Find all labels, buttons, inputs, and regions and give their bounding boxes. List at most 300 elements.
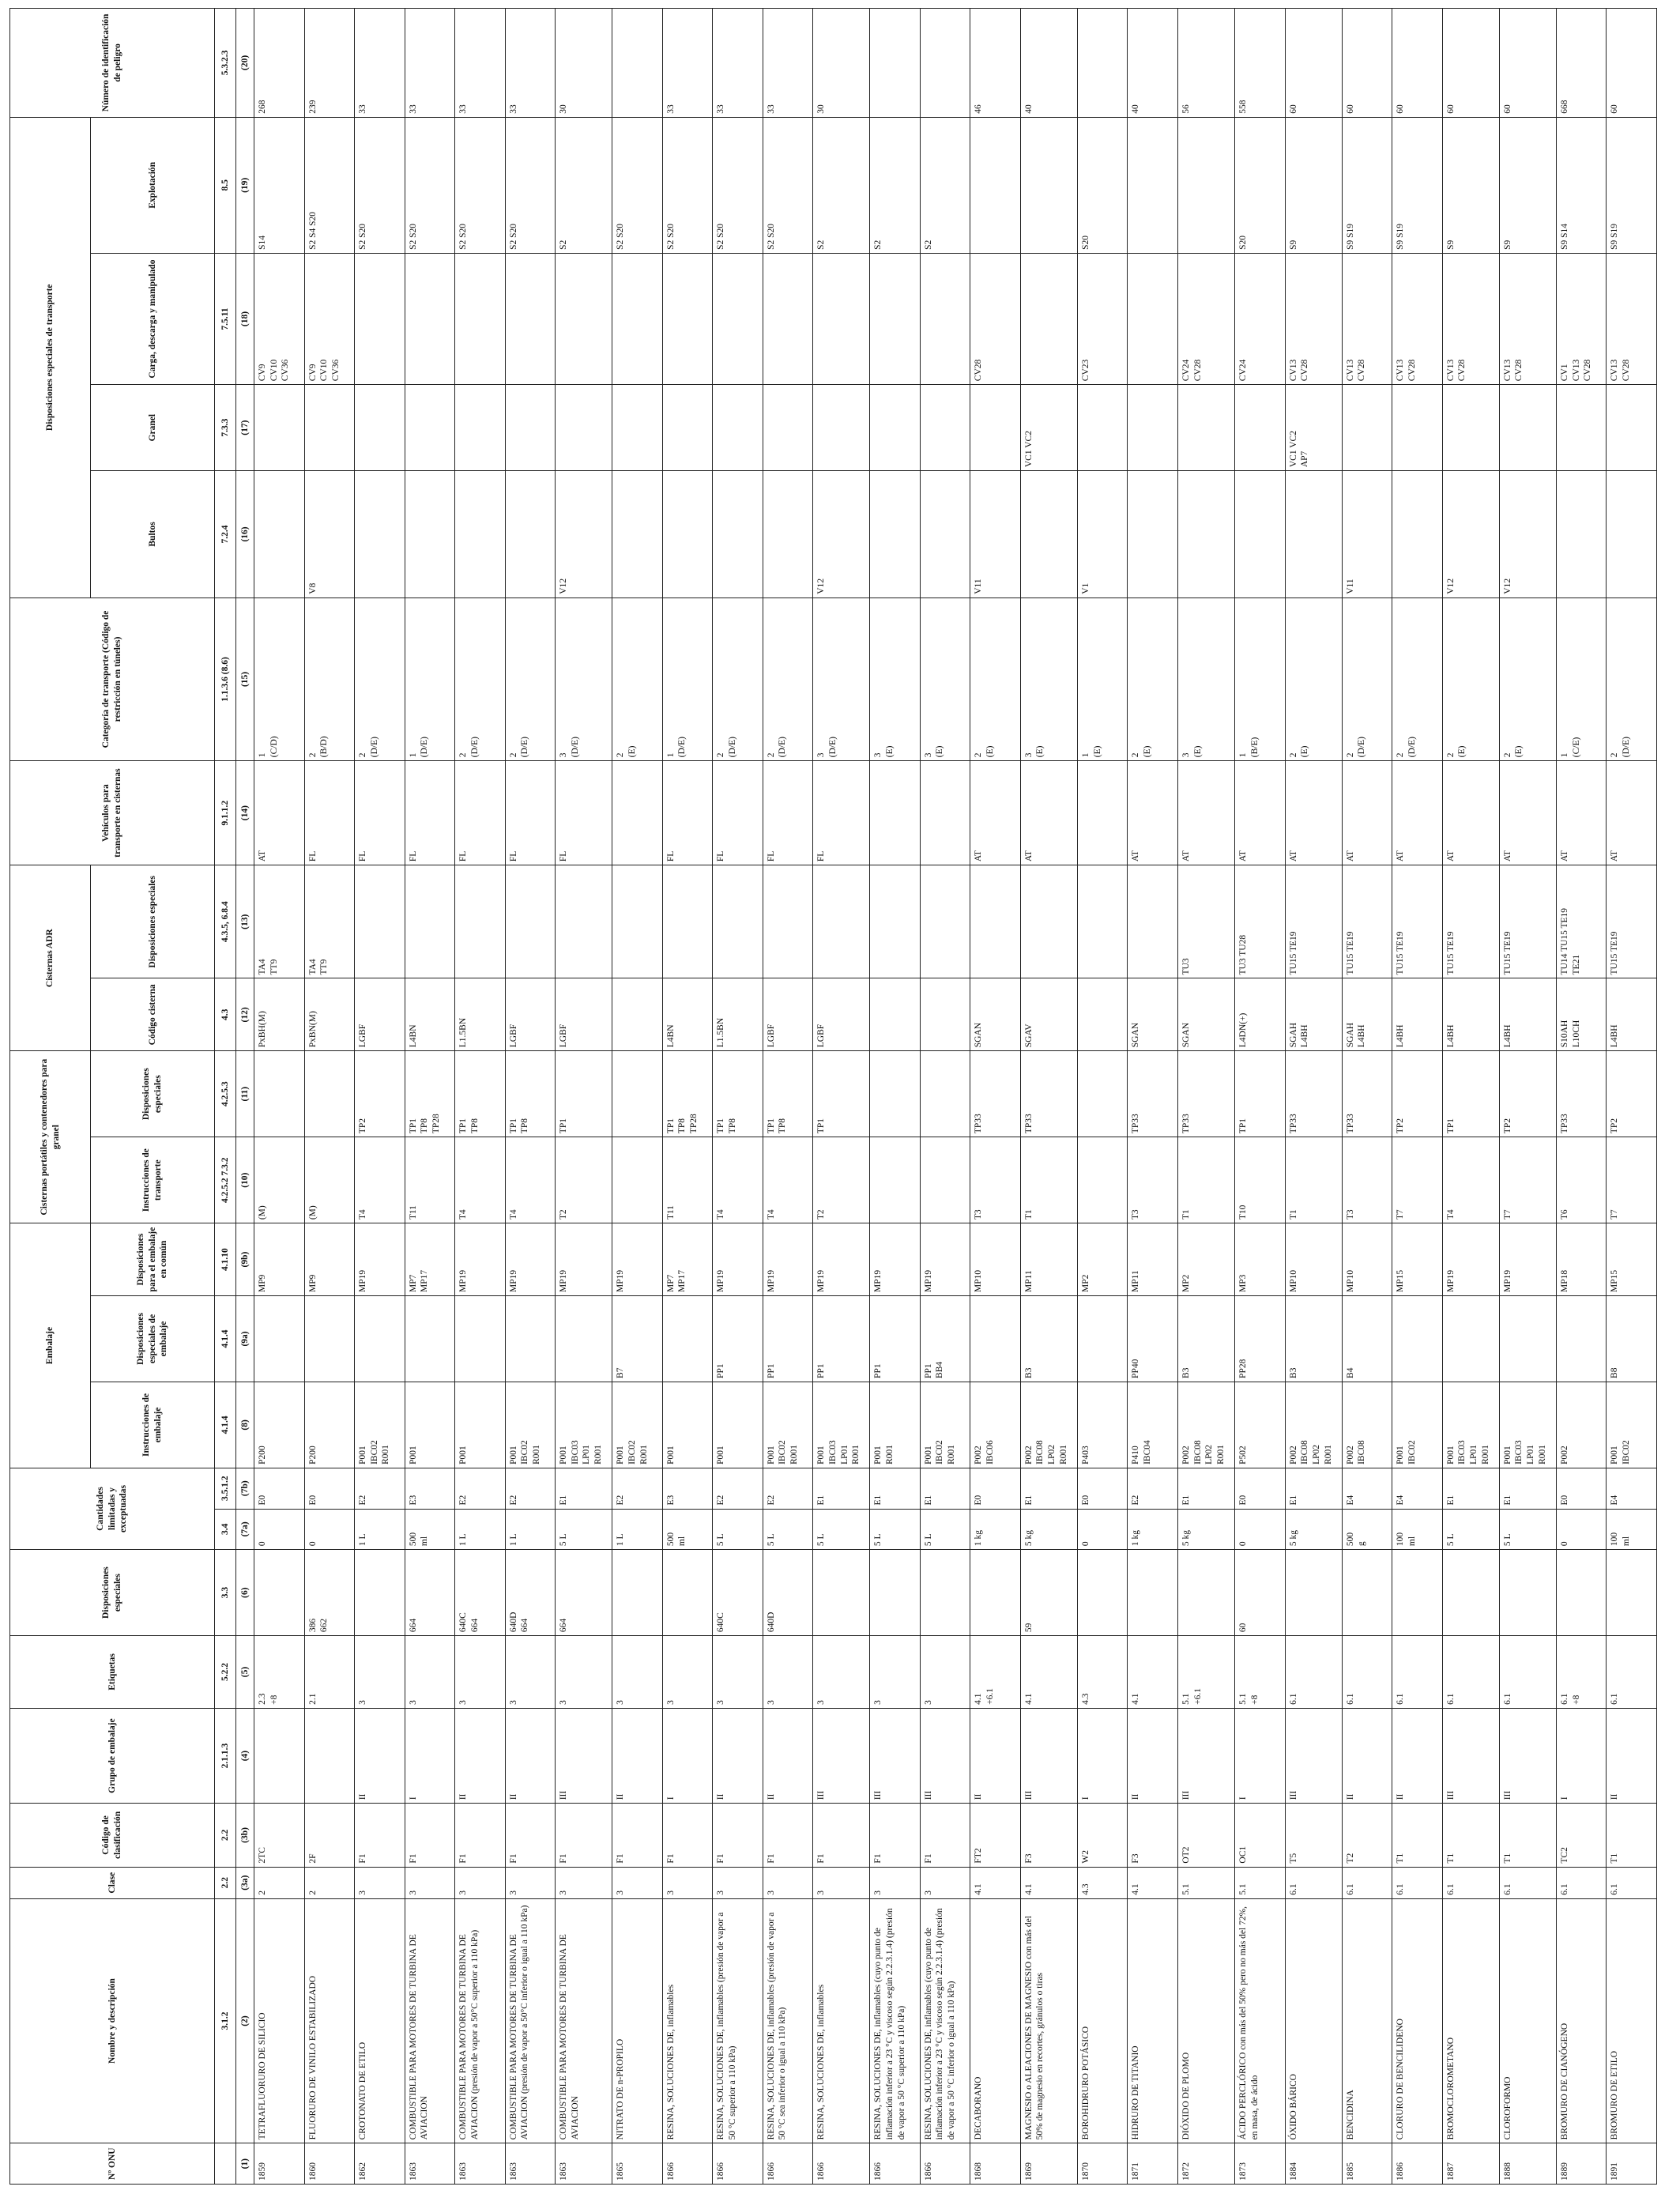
table-cell: III bbox=[920, 1708, 970, 1803]
table-cell bbox=[505, 865, 556, 978]
table-cell: P001 IBC03 LP01 R001 bbox=[1442, 1382, 1499, 1468]
table-cell: PP1 bbox=[713, 1295, 763, 1382]
table-cell: 0 bbox=[304, 1509, 355, 1550]
header-packing-special: Disposiciones especiales de embalaje bbox=[91, 1295, 215, 1382]
table-cell bbox=[920, 978, 970, 1051]
table-row bbox=[355, 9, 405, 2185]
table-cell: T1 bbox=[1607, 1804, 1657, 1867]
table-cell: TU3 TU28 bbox=[1235, 865, 1286, 978]
table-cell: AT bbox=[1499, 761, 1556, 865]
table-cell: P001 IBC02 R001 bbox=[355, 1382, 405, 1468]
table-cell: TP33 bbox=[970, 1051, 1021, 1137]
substance-name-cell: CLOROFORMO bbox=[1499, 1898, 1556, 2143]
substance-name-cell: HIDRURO DE TITANIO bbox=[1128, 1898, 1178, 2143]
table-cell: 5 kg bbox=[1177, 1509, 1234, 1550]
table-cell: 100 ml bbox=[1392, 1509, 1443, 1550]
table-cell bbox=[1499, 385, 1556, 471]
reference-cell: 1.1.3.6 (8.6) bbox=[215, 598, 236, 760]
table-cell: 6.1 bbox=[1342, 1636, 1392, 1709]
un-number-cell: 1866 bbox=[713, 2143, 763, 2185]
table-cell: B4 bbox=[1342, 1295, 1392, 1382]
table-row bbox=[1177, 9, 1234, 2185]
un-number-cell: 1863 bbox=[556, 2143, 612, 2185]
table-cell: P001 IBC03 LP01 R001 bbox=[813, 1382, 870, 1468]
table-cell: T3 bbox=[1128, 1137, 1178, 1223]
table-cell bbox=[713, 471, 763, 598]
table-row bbox=[505, 9, 556, 2185]
table-cell bbox=[713, 385, 763, 471]
table-cell: FL bbox=[662, 761, 713, 865]
table-cell bbox=[612, 1550, 663, 1636]
table-cell: 1 L bbox=[612, 1509, 663, 1550]
table-cell: MP11 bbox=[1020, 1223, 1077, 1296]
table-cell: AT bbox=[1607, 761, 1657, 865]
table-cell: L4BN bbox=[662, 978, 713, 1051]
table-cell bbox=[920, 9, 970, 118]
header-tank-code: Código cisterna bbox=[91, 978, 215, 1051]
table-cell bbox=[920, 1051, 970, 1137]
table-cell bbox=[870, 471, 921, 598]
table-cell: SGAN bbox=[1128, 978, 1178, 1051]
table-cell bbox=[254, 1051, 305, 1137]
substance-name-cell: ÁCIDO PERCLÓRICO con más del 50% pero no más del 72%, en masa, de ácido bbox=[1235, 1898, 1286, 2143]
column-number-cell: (12) bbox=[236, 978, 254, 1051]
table-cell bbox=[870, 761, 921, 865]
table-cell: MP19 bbox=[813, 1223, 870, 1296]
table-cell: 6.1 bbox=[1285, 1867, 1342, 1898]
table-cell bbox=[870, 1137, 921, 1223]
table-cell: S2 bbox=[813, 117, 870, 253]
reference-cell: 7.3.3 bbox=[215, 385, 236, 471]
table-cell: MP7 MP17 bbox=[662, 1223, 713, 1296]
table-cell: CV23 bbox=[1077, 253, 1128, 384]
table-cell: E1 bbox=[1177, 1468, 1234, 1509]
table-cell: F3 bbox=[1128, 1804, 1178, 1867]
table-cell: II bbox=[505, 1708, 556, 1803]
table-cell: AT bbox=[1342, 761, 1392, 865]
table-cell: 5 L bbox=[813, 1509, 870, 1550]
table-cell bbox=[920, 865, 970, 978]
un-number-cell: 1886 bbox=[1392, 2143, 1443, 2185]
un-number-cell: 1866 bbox=[662, 2143, 713, 2185]
table-cell: B7 bbox=[612, 1295, 663, 1382]
un-number-cell: 1865 bbox=[612, 2143, 663, 2185]
column-number-cell: (8) bbox=[236, 1382, 254, 1468]
table-cell bbox=[662, 1295, 713, 1382]
table-cell: 5 kg bbox=[1285, 1509, 1342, 1550]
table-cell: 1 L bbox=[505, 1509, 556, 1550]
table-cell: TP1 bbox=[1442, 1051, 1499, 1137]
substance-name-cell: COMBUSTIBLE PARA MOTORES DE TURBINA DE AVIACION (presión de vapor a 50°C superior a 110 kPa) bbox=[455, 1898, 506, 2143]
column-number-cell: (6) bbox=[236, 1550, 254, 1636]
table-cell: 3 (E) bbox=[1020, 598, 1077, 760]
table-cell: MP10 bbox=[1342, 1223, 1392, 1296]
table-row bbox=[870, 9, 921, 2185]
header-packaging: Embalaje bbox=[10, 1223, 91, 1468]
table-cell: P001 IBC02 bbox=[1607, 1382, 1657, 1468]
table-cell: MP19 bbox=[1442, 1223, 1499, 1296]
substance-name-cell: BROMURO DE CIANÓGENO bbox=[1556, 1898, 1607, 2143]
table-cell: L4BH bbox=[1607, 978, 1657, 1051]
table-cell bbox=[813, 1550, 870, 1636]
table-cell: E2 bbox=[763, 1468, 813, 1509]
substance-name-cell: RESINA, SOLUCIONES DE, inflamables (cuyo punto de inflamación inferior a 23 °C y viscoso según 2.2.3.1.4) (presión de vapor a 50 °C superior a 110 kPa) bbox=[870, 1898, 921, 2143]
column-number-cell: (1) bbox=[236, 2143, 254, 2185]
un-number-cell: 1862 bbox=[355, 2143, 405, 2185]
table-cell bbox=[505, 385, 556, 471]
table-cell: 5.1 +8 bbox=[1235, 1636, 1286, 1709]
table-cell: S2 bbox=[556, 117, 612, 253]
table-cell bbox=[1442, 385, 1499, 471]
table-cell: P002 IBC06 bbox=[970, 1382, 1021, 1468]
table-cell bbox=[1128, 865, 1178, 978]
table-cell: TP1 bbox=[813, 1051, 870, 1137]
table-cell: MP19 bbox=[505, 1223, 556, 1296]
table-cell: SGAV bbox=[1020, 978, 1077, 1051]
table-cell: 3 bbox=[813, 1636, 870, 1709]
table-cell: T6 bbox=[1556, 1137, 1607, 1223]
table-cell bbox=[920, 253, 970, 384]
table-cell: E1 bbox=[1020, 1468, 1077, 1509]
table-cell: E2 bbox=[612, 1468, 663, 1509]
table-cell: 2.1 bbox=[304, 1636, 355, 1709]
table-cell bbox=[355, 385, 405, 471]
table-cell bbox=[1177, 385, 1234, 471]
table-cell: TP1 TP8 bbox=[455, 1051, 506, 1137]
table-cell: E1 bbox=[1499, 1468, 1556, 1509]
substance-name-cell: COMBUSTIBLE PARA MOTORES DE TURBINA DE AVIACION bbox=[556, 1898, 612, 2143]
table-cell: P001 IBC03 LP01 R001 bbox=[1499, 1382, 1556, 1468]
header-class: Clase bbox=[10, 1867, 215, 1898]
table-cell: S2 S20 bbox=[405, 117, 455, 253]
table-cell bbox=[1342, 385, 1392, 471]
table-cell: MP19 bbox=[556, 1223, 612, 1296]
table-cell: TC2 bbox=[1556, 1804, 1607, 1867]
table-cell bbox=[1077, 1295, 1128, 1382]
substance-name-cell: RESINA, SOLUCIONES DE, inflamables bbox=[662, 1898, 713, 2143]
table-cell: MP19 bbox=[763, 1223, 813, 1296]
table-row bbox=[556, 9, 612, 2185]
table-cell: PP28 bbox=[1235, 1295, 1286, 1382]
table-cell bbox=[1128, 471, 1178, 598]
header-un: Nº ONU bbox=[10, 2143, 215, 2185]
table-cell bbox=[970, 117, 1021, 253]
column-number-cell: (11) bbox=[236, 1051, 254, 1137]
table-cell: 2 (D/E) bbox=[1607, 598, 1657, 760]
reference-cell: 5.3.2.3 bbox=[215, 9, 236, 118]
table-cell: II bbox=[1128, 1708, 1178, 1803]
table-cell: MP19 bbox=[713, 1223, 763, 1296]
un-number-cell: 1869 bbox=[1020, 2143, 1077, 2185]
table-cell: 1 L bbox=[355, 1509, 405, 1550]
table-cell: 6.1 bbox=[1285, 1636, 1342, 1709]
substance-name-cell: RESINA, SOLUCIONES DE, inflamables (cuyo punto de inflamación inferior a 23 °C y viscoso según 2.2.3.1.4) (presión de vapor a 50 °C inferior o igual a 110 kPa) bbox=[920, 1898, 970, 2143]
table-cell: 33 bbox=[405, 9, 455, 118]
table-cell: 33 bbox=[662, 9, 713, 118]
table-cell bbox=[612, 253, 663, 384]
table-cell: V12 bbox=[1499, 471, 1556, 598]
table-cell: F1 bbox=[355, 1804, 405, 1867]
table-cell: 3 bbox=[355, 1636, 405, 1709]
table-cell bbox=[920, 1137, 970, 1223]
table-cell: E2 bbox=[505, 1468, 556, 1509]
table-cell bbox=[304, 1295, 355, 1382]
table-cell: 60 bbox=[1285, 9, 1342, 118]
table-cell: FL bbox=[405, 761, 455, 865]
table-cell: 2F bbox=[304, 1804, 355, 1867]
table-cell: 5 L bbox=[1499, 1509, 1556, 1550]
table-cell: II bbox=[763, 1708, 813, 1803]
table-cell bbox=[304, 1708, 355, 1803]
table-cell bbox=[813, 865, 870, 978]
table-cell: L4BH bbox=[1392, 978, 1443, 1051]
table-cell: 56 bbox=[1177, 9, 1234, 118]
table-cell: 4.1 bbox=[1128, 1636, 1178, 1709]
table-cell: 2 (E) bbox=[1128, 598, 1178, 760]
table-cell bbox=[1392, 385, 1443, 471]
table-cell: V1 bbox=[1077, 471, 1128, 598]
table-cell: 640C 664 bbox=[455, 1550, 506, 1636]
table-cell: S9 bbox=[1499, 117, 1556, 253]
table-cell: MP2 bbox=[1077, 1223, 1128, 1296]
table-cell: FL bbox=[713, 761, 763, 865]
reference-cell: 3.5.1.2 bbox=[215, 1468, 236, 1509]
table-cell: TP33 bbox=[1556, 1051, 1607, 1137]
table-cell: 2 (D/E) bbox=[355, 598, 405, 760]
table-cell: AT bbox=[1020, 761, 1077, 865]
table-cell: 4.1 +6.1 bbox=[970, 1636, 1021, 1709]
table-cell: 5 kg bbox=[1020, 1509, 1077, 1550]
table-cell: 3 bbox=[813, 1867, 870, 1898]
table-cell: 3 bbox=[405, 1636, 455, 1709]
table-cell bbox=[813, 253, 870, 384]
table-cell: AT bbox=[1177, 761, 1234, 865]
table-cell: MP18 bbox=[1556, 1223, 1607, 1296]
table-cell bbox=[355, 865, 405, 978]
table-cell: CV13 CV28 bbox=[1607, 253, 1657, 384]
table-cell: 33 bbox=[455, 9, 506, 118]
table-cell: MP11 bbox=[1128, 1223, 1178, 1296]
table-cell: 3 bbox=[455, 1636, 506, 1709]
table-cell: 500 g bbox=[1342, 1509, 1392, 1550]
table-cell: 3 bbox=[920, 1867, 970, 1898]
table-cell bbox=[662, 385, 713, 471]
table-cell: AT bbox=[1128, 761, 1178, 865]
table-cell bbox=[1128, 117, 1178, 253]
table-cell: LGBF bbox=[355, 978, 405, 1051]
table-cell: TU15 TE19 bbox=[1442, 865, 1499, 978]
table-row bbox=[920, 9, 970, 2185]
un-number-cell: 1871 bbox=[1128, 2143, 1178, 2185]
reference-cell: 2.1.1.3 bbox=[215, 1708, 236, 1803]
table-cell: P001 bbox=[662, 1382, 713, 1468]
table-cell: MP9 bbox=[304, 1223, 355, 1296]
table-cell bbox=[1607, 471, 1657, 598]
table-cell: 33 bbox=[713, 9, 763, 118]
table-cell: MP15 bbox=[1392, 1223, 1443, 1296]
table-cell bbox=[662, 253, 713, 384]
table-cell bbox=[763, 385, 813, 471]
table-cell bbox=[1499, 1550, 1556, 1636]
table-cell bbox=[1177, 471, 1234, 598]
table-cell: L4BH bbox=[1499, 978, 1556, 1051]
table-cell: MP19 bbox=[870, 1223, 921, 1296]
table-cell: PP1 bbox=[813, 1295, 870, 1382]
table-cell bbox=[1128, 253, 1178, 384]
table-cell: SGAN bbox=[970, 978, 1021, 1051]
substance-name-cell: TETRAFLUORURO DE SILICIO bbox=[254, 1898, 305, 2143]
table-cell: TU15 TE19 bbox=[1342, 865, 1392, 978]
table-cell: T1 bbox=[1499, 1804, 1556, 1867]
table-cell: F1 bbox=[920, 1804, 970, 1867]
table-row bbox=[1285, 9, 1342, 2185]
un-number-cell: 1860 bbox=[304, 2143, 355, 2185]
table-cell: 3 bbox=[355, 1867, 405, 1898]
table-cell bbox=[405, 385, 455, 471]
table-cell: III bbox=[870, 1708, 921, 1803]
table-cell: E0 bbox=[1235, 1468, 1286, 1509]
table-cell: 60 bbox=[1442, 9, 1499, 118]
table-cell bbox=[556, 865, 612, 978]
table-cell: L1.5BN bbox=[455, 978, 506, 1051]
table-cell: S2 bbox=[870, 117, 921, 253]
table-cell: 0 bbox=[1235, 1509, 1286, 1550]
table-cell: P002 IBC08 bbox=[1342, 1382, 1392, 1468]
table-cell: 4.3 bbox=[1077, 1636, 1128, 1709]
table-cell: CV24 bbox=[1235, 253, 1286, 384]
table-cell: MP15 bbox=[1607, 1223, 1657, 1296]
table-cell: 60 bbox=[1607, 9, 1657, 118]
table-cell bbox=[870, 9, 921, 118]
table-cell: 3 bbox=[920, 1636, 970, 1709]
table-cell: 2 (B/D) bbox=[304, 598, 355, 760]
column-number-cell: (13) bbox=[236, 865, 254, 978]
table-cell bbox=[870, 253, 921, 384]
table-row bbox=[304, 9, 355, 2185]
table-cell: 664 bbox=[556, 1550, 612, 1636]
table-cell bbox=[763, 253, 813, 384]
table-cell: 3 bbox=[662, 1867, 713, 1898]
table-cell: 46 bbox=[970, 9, 1021, 118]
table-cell: F1 bbox=[455, 1804, 506, 1867]
table-cell: L4DN(+) bbox=[1235, 978, 1286, 1051]
table-cell: TA4 TT9 bbox=[254, 865, 305, 978]
table-cell bbox=[612, 1051, 663, 1137]
table-cell: 3 (E) bbox=[870, 598, 921, 760]
table-cell bbox=[455, 253, 506, 384]
table-cell: 1 (C/D) bbox=[254, 598, 305, 760]
table-cell: FL bbox=[763, 761, 813, 865]
table-cell bbox=[970, 1295, 1021, 1382]
table-cell: F1 bbox=[405, 1804, 455, 1867]
table-cell: TU15 TE19 bbox=[1285, 865, 1342, 978]
table-cell: T2 bbox=[813, 1137, 870, 1223]
table-cell: T4 bbox=[455, 1137, 506, 1223]
table-cell: 3 bbox=[713, 1867, 763, 1898]
table-row bbox=[970, 9, 1021, 2185]
substance-name-cell: COMBUSTIBLE PARA MOTORES DE TURBINA DE AVIACION bbox=[405, 1898, 455, 2143]
table-cell: 3 (E) bbox=[920, 598, 970, 760]
table-cell: E2 bbox=[455, 1468, 506, 1509]
table-cell: E0 bbox=[254, 1468, 305, 1509]
table-cell: V12 bbox=[1442, 471, 1499, 598]
table-cell: MP2 bbox=[1177, 1223, 1234, 1296]
table-cell bbox=[1077, 761, 1128, 865]
table-cell bbox=[970, 385, 1021, 471]
table-cell: VC1 VC2 bbox=[1020, 385, 1077, 471]
table-cell bbox=[1556, 385, 1607, 471]
table-cell: III bbox=[1442, 1708, 1499, 1803]
substance-name-cell: COMBUSTIBLE PARA MOTORES DE TURBINA DE AVIACION (presión de vapor a 50°C inferior o igual a 110 kPa) bbox=[505, 1898, 556, 2143]
table-cell: 3 bbox=[870, 1867, 921, 1898]
header-name: Nombre y descripción bbox=[10, 1898, 215, 2143]
table-cell: PP40 bbox=[1128, 1295, 1178, 1382]
table-cell: TP1 bbox=[1235, 1051, 1286, 1137]
table-cell: P001 IBC02 R001 bbox=[763, 1382, 813, 1468]
reference-cell: 3.4 bbox=[215, 1509, 236, 1550]
table-cell: PP1 bbox=[870, 1295, 921, 1382]
table-cell: 30 bbox=[556, 9, 612, 118]
table-cell: B3 bbox=[1177, 1295, 1234, 1382]
table-cell: 3 (E) bbox=[1177, 598, 1234, 760]
table-cell bbox=[405, 253, 455, 384]
table-cell: TP2 bbox=[1392, 1051, 1443, 1137]
table-cell: VC1 VC2 AP7 bbox=[1285, 385, 1342, 471]
table-cell bbox=[1077, 1137, 1128, 1223]
table-cell: 5 L bbox=[713, 1509, 763, 1550]
table-cell: 268 bbox=[254, 9, 305, 118]
table-cell: 60 bbox=[1235, 1550, 1286, 1636]
table-cell: 386 662 bbox=[304, 1550, 355, 1636]
table-cell: TP33 bbox=[1128, 1051, 1178, 1137]
substance-name-cell: MAGNESIO o ALEACIONES DE MAGNESIO con más del 50% de magnesio en recortes, gránulos o tiras bbox=[1020, 1898, 1077, 2143]
table-cell: MP9 bbox=[254, 1223, 305, 1296]
table-cell: TA4 TT9 bbox=[304, 865, 355, 978]
table-cell: E4 bbox=[1607, 1468, 1657, 1509]
table-cell bbox=[1442, 1295, 1499, 1382]
table-cell: F1 bbox=[763, 1804, 813, 1867]
table-cell bbox=[1392, 471, 1443, 598]
table-row bbox=[455, 9, 506, 2185]
table-cell: LGBF bbox=[505, 978, 556, 1051]
table-cell: E0 bbox=[1556, 1468, 1607, 1509]
table-cell: P001 bbox=[405, 1382, 455, 1468]
table-cell: E2 bbox=[355, 1468, 405, 1509]
table-cell: T1 bbox=[1442, 1804, 1499, 1867]
table-cell: OT2 bbox=[1177, 1804, 1234, 1867]
table-cell bbox=[1077, 978, 1128, 1051]
table-cell bbox=[612, 471, 663, 598]
column-number-cell: (2) bbox=[236, 1898, 254, 2143]
table-cell: 6.1 bbox=[1607, 1867, 1657, 1898]
table-cell: S9 S19 bbox=[1342, 117, 1392, 253]
column-number-cell: (5) bbox=[236, 1636, 254, 1709]
table-row bbox=[713, 9, 763, 2185]
header-hazard-number: Número de identificación de peligro bbox=[10, 9, 215, 118]
table-cell: P001 bbox=[455, 1382, 506, 1468]
table-cell: III bbox=[1285, 1708, 1342, 1803]
table-cell: T3 bbox=[970, 1137, 1021, 1223]
table-cell: FL bbox=[505, 761, 556, 865]
un-number-cell: 1866 bbox=[920, 2143, 970, 2185]
header-tank-vehicle: Vehículos para transporte en cisternas bbox=[10, 761, 215, 865]
table-cell: T4 bbox=[713, 1137, 763, 1223]
un-number-cell: 1868 bbox=[970, 2143, 1021, 2185]
table-cell: S2 S20 bbox=[763, 117, 813, 253]
table-cell: 6.1 bbox=[1499, 1867, 1556, 1898]
substance-name-cell: FLUORURO DE VINILO ESTABILIZADO bbox=[304, 1898, 355, 2143]
table-cell bbox=[870, 978, 921, 1051]
